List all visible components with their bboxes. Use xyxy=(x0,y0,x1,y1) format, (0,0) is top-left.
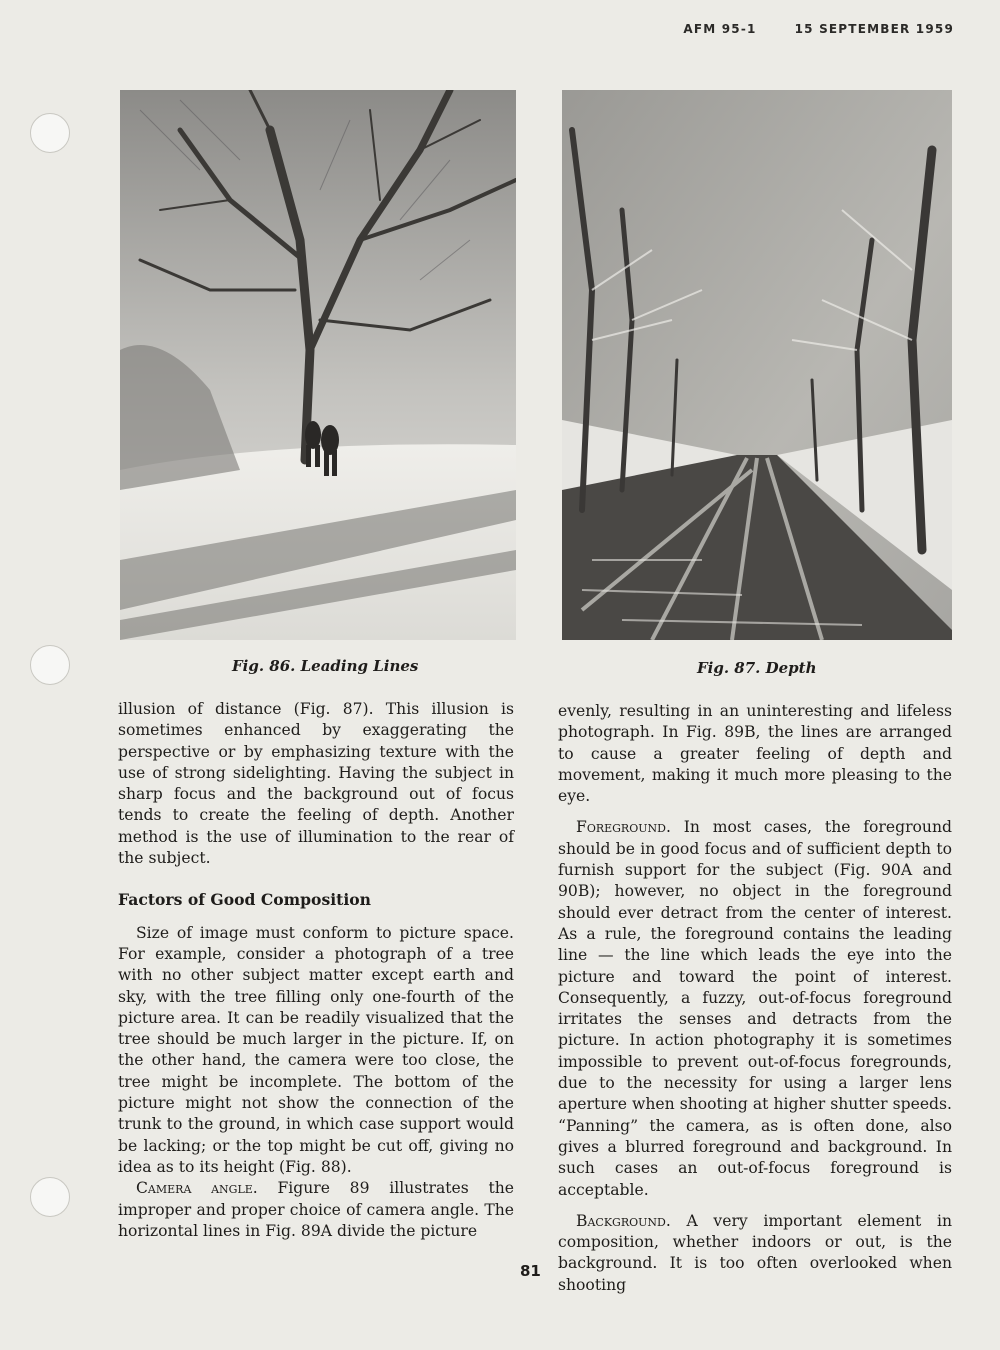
paragraph-lead: Camera angle. xyxy=(136,1179,258,1198)
binder-hole xyxy=(30,113,70,153)
body-paragraph: A very important element in composition, whether indoors or out, is the background. It is too often overlooked when shooting xyxy=(558,1211,952,1294)
body-paragraph: illusion of distance (Fig. 87). This illusion is sometimes enhanced by exaggerating the perspective or by emphasizing texture with the use of strong sidelighting. Having the subject in sharp focus and the background out of focus tends to create the feeling of depth. Another method is the use of illumination to the rear of the subject. xyxy=(118,700,514,868)
right-column xyxy=(558,701,952,1296)
doc-date: 15 SEPTEMBER 1959 xyxy=(794,22,954,36)
section-heading: Factors of Good Composition xyxy=(118,890,372,910)
page-number: 81 xyxy=(520,1262,541,1280)
page-header xyxy=(683,22,954,36)
snowy-street-photo xyxy=(562,90,952,640)
body-paragraph: evenly, resulting in an uninteresting and lifeless photograph. In Fig. 89B, the lines are arranged to cause a greater feeling of depth and movement, making it much more pleasing to the eye. xyxy=(558,702,952,806)
body-paragraph: Figure 89 illustrates the improper and proper choice of camera angle. The horizontal lines in Fig. 89A divide the picture xyxy=(118,1179,514,1240)
winter-tree-photo xyxy=(120,90,516,640)
paragraph-lead: Background. xyxy=(576,1211,671,1230)
binder-hole xyxy=(30,1177,70,1217)
paragraph-lead: Foreground. xyxy=(576,818,671,837)
doc-id: AFM 95-1 xyxy=(683,22,757,36)
body-paragraph: Size of image must conform to picture space. For example, consider a photograph of a tree with no other subject matter except earth and sky, with the tree filling only one-fourth of the picture area. It can be readily visualized that the tree should be much larger in the picture. If, on the other hand, the camera were too close, the tree might be incomplete. The bottom of the picture might not show the connection of the trunk to the ground, in which case support would be lacking; or the top might be cut off, giving no idea as to its height (Fig. 88). xyxy=(118,923,514,1176)
figure-caption: Fig. 87. Depth xyxy=(697,659,817,677)
left-column xyxy=(118,699,514,1242)
figure-caption: Fig. 86. Leading Lines xyxy=(232,657,419,675)
binder-hole xyxy=(30,645,70,685)
body-paragraph: In most cases, the foreground should be in good focus and of sufficient depth to furnish support for the subject (Fig. 90A and 90B); however, no object in the foreground should ever detract from the center of interest. As a rule, the foreground contains the leading line — the line which leads the eye into the picture and toward the point of interest. Consequently, a fuzzy, out-of-focus foreground irritates the senses and detracts from the picture. In action photography it is sometimes impossible to prevent out-of-focus foregrounds, due to the necessity for using a larger lens aperture when shooting at higher shutter speeds. “Panning” the camera, as is often done, also gives a blurred foreground and background. In such cases an out-of-focus foreground is acceptable. xyxy=(558,818,952,1199)
